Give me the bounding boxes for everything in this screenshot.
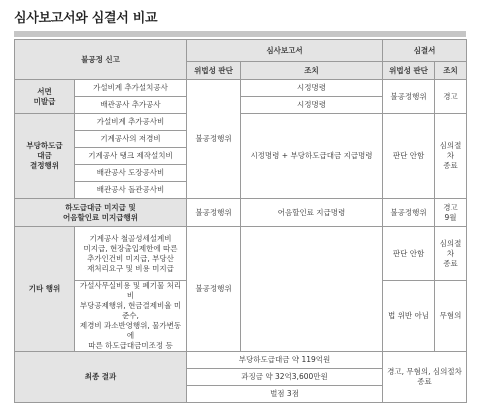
other-item-2: 가설사무실비용 및 폐기물 처리비 부당공제행위, 현금결제비율 미준수, 제경비 과소반영행위, 물가변동에 따른 하도급대금미조정 등 xyxy=(75,281,187,352)
table-row xyxy=(15,199,467,227)
table-row xyxy=(15,80,467,97)
header-action-decision: 조치 xyxy=(435,62,467,80)
unfair-item-5: 배관공사 돌관공사비 xyxy=(75,182,187,199)
written-action-2: 시정명령 xyxy=(241,97,383,114)
table-row xyxy=(15,227,467,281)
decision-late-illegal: 불공정행위 xyxy=(383,199,435,227)
header-decision: 심결서 xyxy=(383,40,467,62)
written-item-2: 배관공사 추가공사 xyxy=(75,97,187,114)
decision-other-action-2: 무혐의 xyxy=(435,281,467,352)
unfair-item-3: 기계공사 탱크 제작설치비 xyxy=(75,148,187,165)
title-divider xyxy=(14,31,466,37)
decision-unfair-illegal: 판단 안함 xyxy=(383,114,435,199)
header-illegality-decision: 위법성 판단 xyxy=(383,62,435,80)
header-row-1 xyxy=(15,40,467,62)
decision-late-action: 경고 9월 xyxy=(435,199,467,227)
table-row xyxy=(15,352,467,369)
review-late-action: 어음할인료 지급명령 xyxy=(241,199,383,227)
decision-other-action-1: 심의절차 종료 xyxy=(435,227,467,281)
header-review-report: 심사보고서 xyxy=(187,40,383,62)
decision-unfair-action: 심의절차 종료 xyxy=(435,114,467,199)
written-item-1: 가설비계 추가설치공사 xyxy=(75,80,187,97)
group-late-payment: 하도급대금 미지급 및 어음할인료 미지급행위 xyxy=(15,199,187,227)
review-unfair-action: 시정명령 + 부당하도급대금 지급명령 xyxy=(241,114,383,199)
group-written: 서면 미발급 xyxy=(15,80,75,114)
final-decision: 경고, 무혐의, 심의절차 종료 xyxy=(383,352,467,403)
review-illegal-top: 불공정행위 xyxy=(187,80,241,199)
group-other: 기타 행위 xyxy=(15,227,75,352)
header-action: 조치 xyxy=(241,62,383,80)
final-review-line-1: 부당하도급대금 약 119억원 xyxy=(187,352,383,369)
decision-other-illegal-2: 법 위반 아님 xyxy=(383,281,435,352)
group-final: 최종 결과 xyxy=(15,352,187,403)
group-unfair-payment: 부당하도급 대금 결정행위 xyxy=(15,114,75,199)
decision-written-illegal: 불공정행위 xyxy=(383,80,435,114)
other-item-1: 기계공사 철골성세설계비 미지급, 현장출입제한에 따른 추가인건비 미지급, 부당산 재처리요구 및 비용 미지급 xyxy=(75,227,187,281)
unfair-item-2: 기계공사의 저경비 xyxy=(75,131,187,148)
written-action-1: 시정명령 xyxy=(241,80,383,97)
unfair-item-1: 가설비계 추가공사비 xyxy=(75,114,187,131)
final-review-line-3: 벌점 3점 xyxy=(187,386,383,403)
table-row xyxy=(15,114,467,131)
decision-other-illegal-1: 판단 안함 xyxy=(383,227,435,281)
comparison-table xyxy=(14,39,467,403)
review-illegal-late: 불공정행위 xyxy=(187,199,241,227)
review-illegal-other: 불공정행위 xyxy=(187,227,241,352)
header-illegality: 위법성 판단 xyxy=(187,62,241,80)
header-complaint: 불공정 신고 xyxy=(15,40,187,80)
final-review-line-2: 과징금 약 32억3,600만원 xyxy=(187,369,383,386)
unfair-item-4: 배관공사 도장공사비 xyxy=(75,165,187,182)
page-title: 심사보고서와 심결서 비교 xyxy=(14,11,158,26)
decision-written-action: 경고 xyxy=(435,80,467,114)
review-other-action xyxy=(241,227,383,352)
